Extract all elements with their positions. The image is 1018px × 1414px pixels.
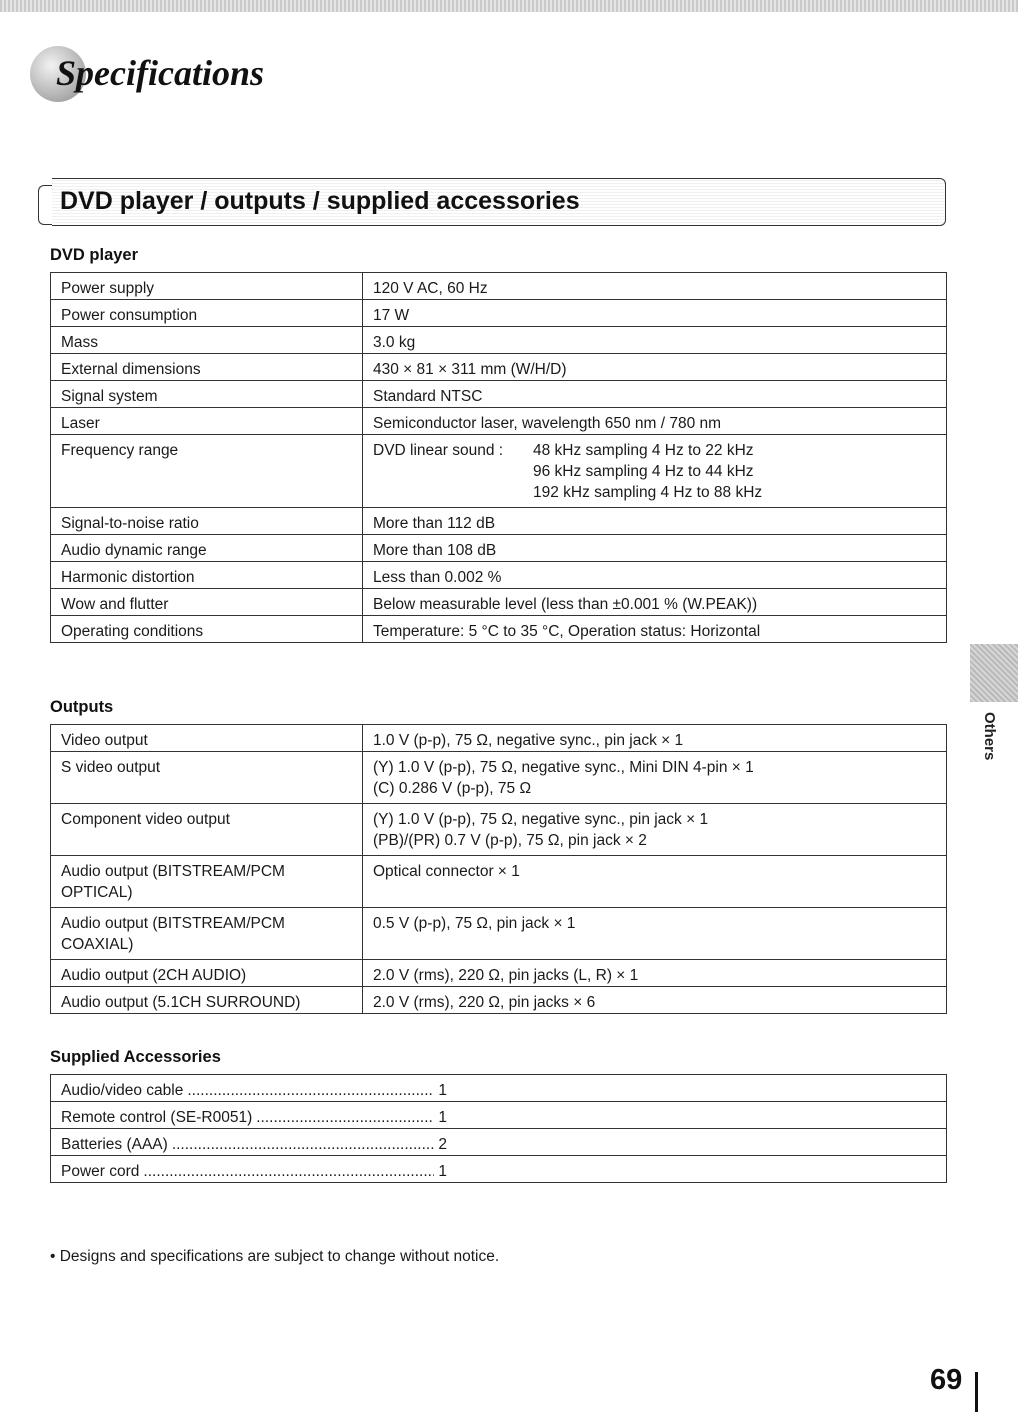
spec-value: Temperature: 5 °C to 35 °C, Operation status: Horizontal bbox=[363, 616, 947, 643]
accessory-qty: 2 bbox=[438, 1136, 447, 1153]
table-row bbox=[51, 725, 947, 752]
spec-value: Optical connector × 1 bbox=[363, 856, 947, 908]
spec-value: 2.0 V (rms), 220 Ω, pin jacks (L, R) × 1 bbox=[363, 960, 947, 987]
accessory-item bbox=[51, 1102, 947, 1129]
footnote: • Designs and specifications are subject to change without notice. bbox=[50, 1248, 500, 1265]
top-decorative-band bbox=[0, 0, 1018, 12]
accessory-item bbox=[51, 1129, 947, 1156]
spec-label: Video output bbox=[51, 725, 363, 752]
spec-value: Less than 0.002 % bbox=[363, 562, 947, 589]
page-number-bar bbox=[975, 1372, 978, 1412]
spec-label: Frequency range bbox=[51, 435, 363, 508]
table-row bbox=[51, 1102, 947, 1129]
spec-value: 3.0 kg bbox=[363, 327, 947, 354]
accessory-qty: 1 bbox=[438, 1082, 447, 1099]
table-row bbox=[51, 987, 947, 1014]
accessory-qty: 1 bbox=[438, 1163, 447, 1180]
spec-label: Power supply bbox=[51, 273, 363, 300]
table-row bbox=[51, 381, 947, 408]
spec-label: Power consumption bbox=[51, 300, 363, 327]
spec-label: Wow and flutter bbox=[51, 589, 363, 616]
accessory-label: Batteries (AAA) bbox=[61, 1136, 168, 1153]
spec-value: 17 W bbox=[363, 300, 947, 327]
table-row bbox=[51, 1129, 947, 1156]
accessory-qty: 1 bbox=[438, 1109, 447, 1126]
outputs-table bbox=[50, 724, 947, 1014]
spec-value: 0.5 V (p-p), 75 Ω, pin jack × 1 bbox=[363, 908, 947, 960]
spec-value bbox=[363, 752, 947, 804]
accessories-table bbox=[50, 1074, 947, 1183]
dvd-player-heading: DVD player bbox=[50, 246, 139, 264]
spec-value bbox=[363, 804, 947, 856]
spec-value: 430 × 81 × 311 mm (W/H/D) bbox=[363, 354, 947, 381]
table-row bbox=[51, 273, 947, 300]
spec-label: Operating conditions bbox=[51, 616, 363, 643]
table-row bbox=[51, 408, 947, 435]
table-row bbox=[51, 856, 947, 908]
table-row bbox=[51, 616, 947, 643]
spec-label: Harmonic distortion bbox=[51, 562, 363, 589]
table-row bbox=[51, 908, 947, 960]
accessory-item bbox=[51, 1075, 947, 1102]
spec-label: Laser bbox=[51, 408, 363, 435]
table-row bbox=[51, 562, 947, 589]
table-row bbox=[51, 960, 947, 987]
frequency-prefix: DVD linear sound : bbox=[373, 442, 504, 459]
table-row bbox=[51, 589, 947, 616]
spec-value bbox=[363, 435, 947, 508]
side-tab-shading bbox=[970, 644, 1018, 702]
accessory-item bbox=[51, 1156, 947, 1183]
spec-value: Below measurable level (less than ±0.001 % (W.PEAK)) bbox=[363, 589, 947, 616]
frequency-line: 48 kHz sampling 4 Hz to 22 kHz bbox=[533, 442, 754, 459]
page-title: Specifications bbox=[56, 53, 264, 93]
spec-label: Signal system bbox=[51, 381, 363, 408]
spec-label: Signal-to-noise ratio bbox=[51, 508, 363, 535]
spec-label: Mass bbox=[51, 327, 363, 354]
spec-value: More than 112 dB bbox=[363, 508, 947, 535]
spec-value: Semiconductor laser, wavelength 650 nm / 780 nm bbox=[363, 408, 947, 435]
spec-label: Audio dynamic range bbox=[51, 535, 363, 562]
spec-value-line: (C) 0.286 V (p-p), 75 Ω bbox=[373, 780, 532, 797]
table-row bbox=[51, 327, 947, 354]
outputs-heading: Outputs bbox=[50, 698, 114, 716]
frequency-line: 96 kHz sampling 4 Hz to 44 kHz bbox=[533, 463, 754, 480]
frequency-line: 192 kHz sampling 4 Hz to 88 kHz bbox=[533, 484, 763, 501]
table-row bbox=[51, 752, 947, 804]
table-row bbox=[51, 435, 947, 508]
spec-value-line: (Y) 1.0 V (p-p), 75 Ω, negative sync., pin jack × 1 bbox=[373, 811, 709, 828]
dvd-player-table bbox=[50, 272, 947, 643]
spec-label: External dimensions bbox=[51, 354, 363, 381]
table-row bbox=[51, 1156, 947, 1183]
spec-value-line: (PB)/(PR) 0.7 V (p-p), 75 Ω, pin jack × 2 bbox=[373, 832, 647, 849]
spec-value: 120 V AC, 60 Hz bbox=[363, 273, 947, 300]
spec-value: More than 108 dB bbox=[363, 535, 947, 562]
section-header-box bbox=[52, 178, 946, 226]
spec-label: S video output bbox=[51, 752, 363, 804]
spec-label: Audio output (2CH AUDIO) bbox=[51, 960, 363, 987]
accessory-label: Audio/video cable bbox=[61, 1082, 184, 1099]
spec-value-line: (Y) 1.0 V (p-p), 75 Ω, negative sync., Mini DIN 4-pin × 1 bbox=[373, 759, 754, 776]
table-row bbox=[51, 354, 947, 381]
table-row bbox=[51, 804, 947, 856]
page-number: 69 bbox=[930, 1364, 963, 1396]
spec-label: Audio output (5.1CH SURROUND) bbox=[51, 987, 363, 1014]
table-row bbox=[51, 535, 947, 562]
table-row bbox=[51, 508, 947, 535]
side-tab-label: Others bbox=[981, 712, 998, 761]
spec-label: Audio output (BITSTREAM/PCM OPTICAL) bbox=[51, 856, 363, 908]
spec-value: 1.0 V (p-p), 75 Ω, negative sync., pin jack × 1 bbox=[363, 725, 947, 752]
spec-label: Audio output (BITSTREAM/PCM COAXIAL) bbox=[51, 908, 363, 960]
spec-value: 2.0 V (rms), 220 Ω, pin jacks × 6 bbox=[363, 987, 947, 1014]
spec-value: Standard NTSC bbox=[363, 381, 947, 408]
table-row bbox=[51, 300, 947, 327]
section-title: DVD player / outputs / supplied accessories bbox=[60, 187, 580, 215]
accessory-label: Power cord bbox=[61, 1163, 140, 1180]
accessories-heading: Supplied Accessories bbox=[50, 1048, 221, 1066]
table-row bbox=[51, 1075, 947, 1102]
accessory-label: Remote control (SE-R0051) bbox=[61, 1109, 253, 1126]
spec-label: Component video output bbox=[51, 804, 363, 856]
